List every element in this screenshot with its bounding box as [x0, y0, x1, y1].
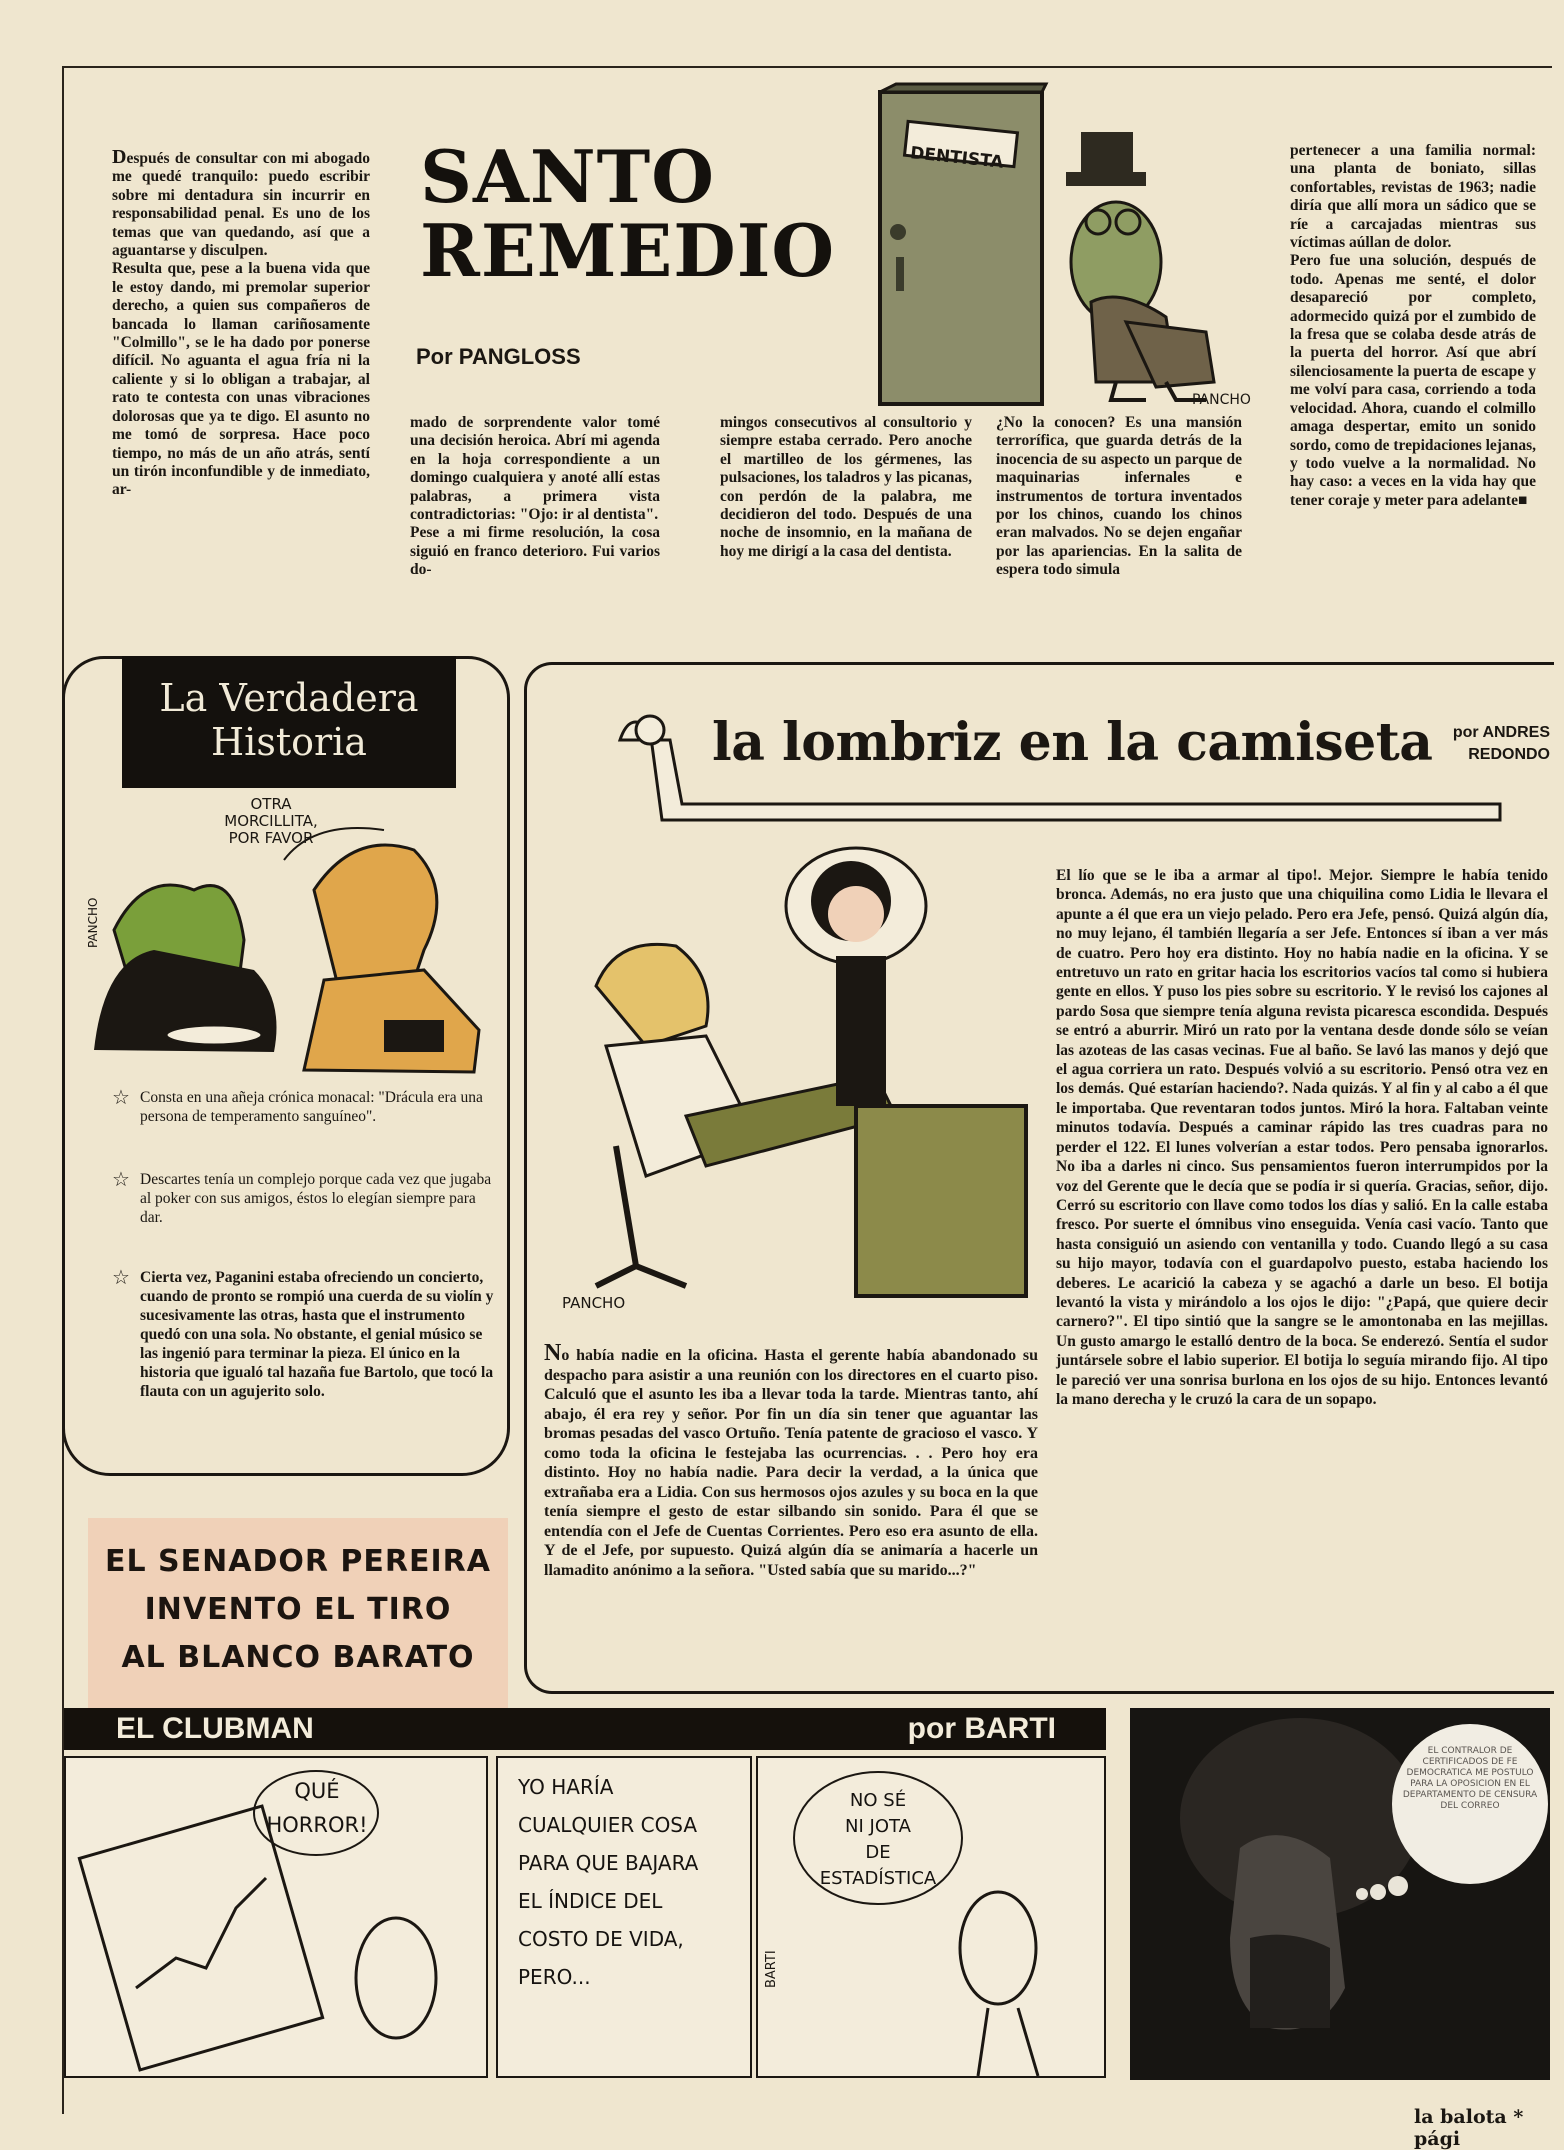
page-footer: la balota * pági — [1414, 2106, 1524, 2150]
artist-signature: PANCHO — [562, 1294, 626, 1312]
page-frame-top — [62, 66, 1552, 68]
star-icon: ☆ — [112, 1087, 130, 1109]
clubman-byline: por BARTI — [907, 1712, 1056, 1745]
star-icon: ☆ — [112, 1267, 130, 1289]
lombriz-title: la lombriz en la camiseta — [712, 712, 1433, 773]
santo-remedio-title: SANTO REMEDIO — [420, 134, 836, 293]
portrait-photo — [1130, 1708, 1550, 2080]
historia-item-3: Cierta vez, Paganini estaba ofreciendo un concierto, cuando de pronto se rompió una cuerda de su violín y sucesivamente las otras, hasta que el instrumento quedó con una sola. No obstante, el genial músico se las ingenió para terminar la pieza. El único en la historia que igualó tal hazaña fue Bartolo, que tocó la flauta con un agujerito solo. — [140, 1269, 494, 1400]
santo-remedio-column-2: mado de sorprendente valor tomé una decisión heroica. Abrí mi agenda en la hoja correspondiente a un domingo cualquiera y anoté allí estas palabras, a primera vista contradictorias: "Ojo: ir al dentista". Pese a mi firme resolución, la cosa siguió en franco deterioro. Fui varios do- — [410, 414, 660, 579]
panel-1-speech-bubble: QUÉ HORROR! — [266, 1779, 368, 1837]
comic-panel-2 — [496, 1756, 752, 2078]
artist-signature: PANCHO — [86, 897, 100, 948]
dentist-door-illustration — [876, 82, 1276, 412]
santo-remedio-column-4: ¿No la conocen? Es una mansión terrorífica, que guarda detrás de la inocencia de su aspecto un parque de maquinarias infernales e instrumentos de tortura inventados por los chinos, cuando los chinos eran malvados. No se dejen engañar por las apariencias. En la salita de espera todo simula — [996, 414, 1242, 579]
santo-remedio-byline: Por PANGLOSS — [416, 344, 581, 369]
historia-item-1: Consta en una añeja crónica monacal: "Drácula era una persona de temperamento sanguíneo". — [140, 1089, 483, 1125]
artist-signature: BARTI — [764, 1950, 779, 1988]
clubman-header — [64, 1708, 1106, 1750]
santo-remedio-column-5: pertenecer a una familia normal: una planta de boniato, sillas confortables, revistas de 1963; nadie diría que allí mora un sádico que se ríe a carcajadas mientras sus víctimas aúllan de dolor. Pero fue una solución, después de todo. Apenas me senté, el dolor desapareció por completo, adormecido quizá por el zumbido de la fresa que se colaba desde atrás de la puerta del horror. Así que abrí silenciosamente la puerta de escape y me volví para casa, corriendo a toda velocidad. Ahora, cuando el colmillo amaga despertar, emito un sonido sordo, como de trepidaciones lejanas, y todo vuelve a la normalidad. No hay caso: a veces en la vida hay que tener coraje y meter para adelante■ — [1290, 142, 1536, 509]
comic-panel-3 — [756, 1756, 1106, 2078]
dropcap: N — [544, 1340, 562, 1366]
photo-thought-bubble: EL CONTRALOR DE CERTIFICADOS DE FE DEMOCRATICA ME POSTULO PARA LA OPOSICION EN EL DEPARTAMENTO DE CENSURA DEL CORREO — [1402, 1746, 1538, 1811]
lombriz-column-1 — [544, 1340, 1038, 1684]
senador-pereira-box: EL SENADOR PEREIRA INVENTO EL TIRO AL BLANCO BARATO — [88, 1518, 508, 1710]
clubman-title: EL CLUBMAN — [116, 1712, 314, 1745]
santo-remedio-column-1 — [112, 148, 370, 618]
dracula-speech-bubble: OTRA MORCILLITA, POR FAVOR — [224, 795, 318, 847]
column-text: o había nadie en la oficina. Hasta el gerente había abandonado su despacho para asistir a una reunión con los directores en el cuarto piso. Calculó que el asunto les iba a llevar toda la tarde. Mientras tanto, ahí abajo, él era rey y señor. Por fin un día sin tener que aguantar las bromas pesadas del vasco Ortuño. Tenía patente de gracioso el vasco. Y como toda la oficina le festejaba las ocurrencias. . . Pero hoy era distinto. Hoy no había nadie. Para decir la verdad, a la única que extrañaba era a Lidia. Con sus hermosos ojos azules y su boca en la que tenía siempre el gesto de estar silbando sin sonido. Para él que se entendía con el Jefe de Cuentas Corrientes. Pero eso era asunto de ella. Y de el Jefe, por supuesto. Quizá algún día se animaría a hacerle un llamadito anónimo a la señora. "Usted sabía que su marido...?" — [544, 1347, 1038, 1579]
panel-2-speech: YO HARÍA CUALQUIER COSA PARA QUE BAJARA EL ÍNDICE DEL COSTO DE VIDA, PERO... — [518, 1775, 699, 1989]
lombriz-byline: por ANDRES REDONDO — [1452, 724, 1550, 763]
santo-remedio-column-3: mingos consecutivos al consultorio y siempre estaba cerrado. Pero anoche el martilleo de los gérmenes, las pulsaciones, los taladros y las picanas, con perdón de la palabra, me decidieron del todo. Después de una noche de insomnio, en la mañana de hoy me dirigí a la casa del dentista. — [720, 414, 972, 560]
lombriz-column-2: El lío que se le iba a armar al tipo!. Mejor. Siempre le había tenido bronca. Además, no era justo que una chiquilina como Lidia le llevara el apunte a él que era un viejo pelado. Pero era Jefe, pensó. Quizá algún día, no muy lejano, él también llegaría a ser Jefe. Entonces sí iban a ver más de cuatro. Pero hoy era distinto. Hoy no había nadie en la oficina. Y se entretuvo un rato en gritar hacia los escritorios vacíos tal como si hubiera gente en ellos. Y puso los pies sobre su escritorio. Y le revisó los cajones al pardo Sosa que siempre tenía alguna revista picaresca escondida. Después se entró a aburrir. Miró un rato por la ventana desde donde sólo se veían las azoteas de las casas vecinas. Fue al baño. Se lavó las manos y dejó que el agua corriera un rato. Después volvió a su escritorio. Pensó otra vez en los demás. Qué estarían haciendo?. Nada quizás. Y al fin y al cabo a él que le importaba. Que reventaran todos juntos. Miró la hora. Faltaban veinte minutos todavía. Después a caminar rápido las tres cuadras para no perder el 122. El lunes volverían a estar todos. Pero pensaba ignorarlos. No iba a darles ni cinco. Sus pensamientos fueron interrumpidos por la voz del Gerente que le decía que se podía ir si quería. Gracias, señor, dijo. Cerró su escritorio con llave como todos los días y salió. En la calle estaba fresco. Por suerte el ómnibus vino enseguida. Venía casi vacío. Tanto que hasta consiguió un asiendo con ventanilla y todo. Cuando llegó a su casa su hijo mayor, todavía con el guardapolvo puesto, estaba haciendo los deberes. Le acarició la cabeza y se agachó a darle un beso. El botija levantó la vista y mirándolo a los ojos le dijo: "¿Papá, que quiere decir carnero?". El tipo sintió que la sangre se le amontonaba en las mejillas. Un gusto amargo le estalló dentro de la boca. Se enderezó. Sentía el sudor juntársele sobre el labio superior. El botija lo seguía mirando fijo. Al tipo le pareció ver una sonrisa burlona en los ojos de su hijo. Entonces levantó la mano derecha y le cruzó la cara de un sopapo. — [1056, 867, 1548, 1408]
office-man-cartoon — [536, 846, 1036, 1318]
historia-item-2: Descartes tenía un complejo porque cada vez que jugaba al poker con sus amigos, éstos lo elegían siempre para dar. — [140, 1171, 492, 1226]
comic-panel-1 — [64, 1756, 488, 2078]
door-sign-label: DENTISTA — [909, 143, 1005, 173]
artist-signature: PANCHO — [1192, 392, 1251, 408]
star-icon: ☆ — [112, 1169, 130, 1191]
dropcap: D — [112, 146, 127, 168]
panel-3-speech-bubble: NO SÉ NI JOTA DE ESTADÍSTICA — [819, 1790, 937, 1889]
verdadera-historia-title: La Verdadera Historia — [122, 656, 456, 788]
column-text: espués de consultar con mi abogado me quedé tranquilo: puedo escribir sobre mi dentadura sin incurrir en responsabilidad penal. Es uno de los temas que van quedando, así que a aguantarse y disculpen. Resulta que, pese a la buena vida que le estoy dando, mi premolar superior derecho, a quien sus compañeros de bancada lo llaman cariñosamente "Colmillo", se le ha dado por ponerse difícil. No aguanta el agua fría ni la caliente y si lo obligan a trabajar, al rato te contesta con unas vibraciones dolorosas que ya te digo. El asunto no me tomó de sorpresa. Hace poco tiempo, no más de un año atrás, sentí un tirón inconfundible y de inmediato, ar- — [112, 150, 370, 499]
